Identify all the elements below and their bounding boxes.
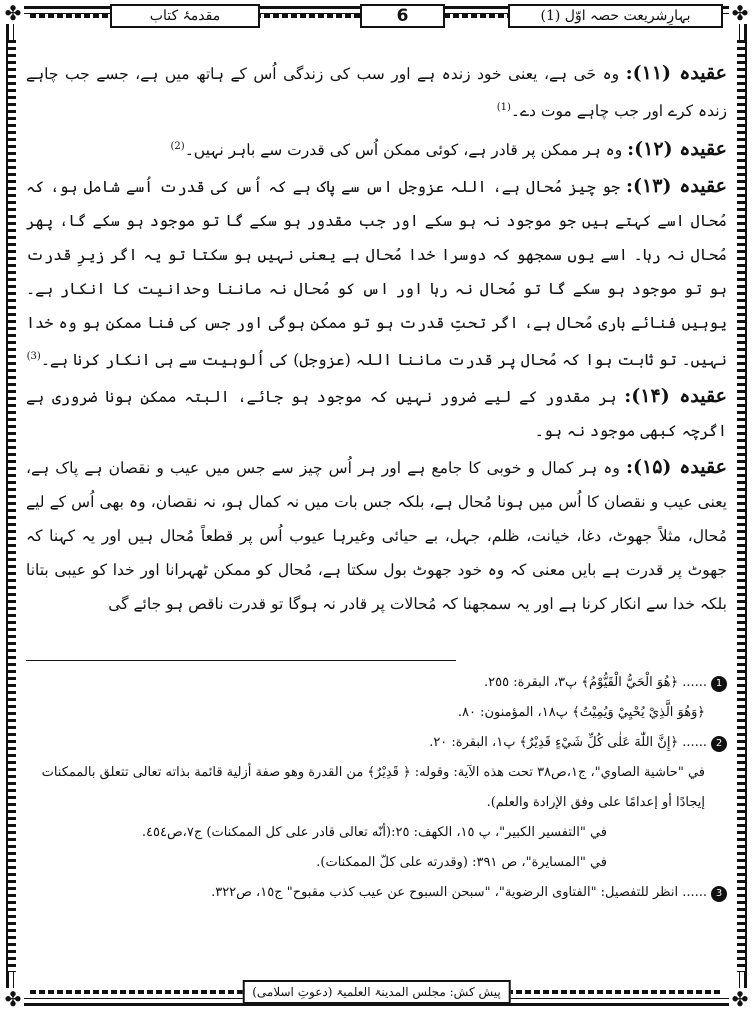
- aqeedah-paragraph: [26, 169, 727, 377]
- footnote: [26, 728, 727, 758]
- footnote-text: ...... ﴿إِنَّ اللّٰهَ عَلٰى كُلِّ شَيْءٍ قَدِيْرٌ﴾ پ١، البقرة: ٢٠.: [429, 735, 707, 750]
- footnote-reference[interactable]: (2): [170, 141, 185, 153]
- corner-ornament-icon: ✤: [2, 2, 24, 24]
- page-number: 6: [360, 4, 445, 28]
- footnote-reference[interactable]: (1): [496, 102, 511, 113]
- right-border-ornament: [737, 40, 745, 972]
- footnote-text: في "حاشية الصاوي"، ج١،ص٣٨ تحت هذه الآية: وقوله: ﴿ قَدِيْرٌ﴾ من القدرة وهو صفة أزلية قائمة بذاته تعالى تتعلق بالممكنات إيجادًا أو إعدامًا على وفق الإرادة والعلم).: [41, 765, 705, 810]
- footnote: [26, 818, 727, 848]
- corner-ornament-icon: ✤: [729, 988, 751, 1010]
- footnote: [26, 668, 727, 698]
- footnote-text: في "التفسير الكبير"، پ ١٥، الكهف: ٢٥:(أنّه تعالى قادر على كل الممكنات) ج٧،ص٤٥٤.: [141, 825, 607, 840]
- corner-ornament-icon: ✤: [729, 2, 751, 24]
- footnote-number: 1: [711, 676, 727, 692]
- left-border-ornament: [8, 40, 16, 972]
- aqeedah-text: ہر مقدور کے لیے ضرور نہیں کہ موجود ہو جائے، البتہ ممکن ہونا ضروری ہے اگرچہ کبھی موجود نہ ہو۔: [26, 388, 727, 441]
- aqeedah-text: وہ ہر ممکن پر قادر ہے، کوئی ممکن اُس کی قدرت سے باہر نہیں۔: [184, 141, 628, 160]
- aqeedah-text: وہ حَی ہے، یعنی خود زندہ ہے اور سب کی زندگی اُس کے ہاتھ میں ہے، جسے جب چاہے زندہ کرے اور جب چاہے موت دے۔: [26, 65, 727, 121]
- aqeedah-paragraph: [26, 130, 727, 167]
- footnote: [26, 698, 727, 728]
- main-text: [26, 56, 727, 623]
- footnote: [26, 758, 727, 818]
- aqeedah-text: جو چیز مُحال ہے، اللہ عزوجل اس سے پاک ہے کہ اُس کی قدرت اُسے شامل ہو، کہ مُحال اسے کہتے ہیں جو موجود نہ ہو سکے اور جب مقدور ہو سکے گا تو موجود ہو سکے گا، پھر مُحال نہ رہا۔ اسے یوں سمجھو کہ دوسرا خدا مُحال ہے یعنی نہیں ہو سکتا تو یہ اگر زیرِ قدرت ہو تو موجود ہو سکے گا تو مُحال نہ رہا اور اس کو مُحال نہ ماننا وحدانیت کا انکار ہے۔ یوہیں فنائے باری مُحال ہے، اگر تحتِ قدرت ہو تو ممکن ہوگی اور جس کی فنا ممکن ہو وہ خدا نہیں۔ تو ثابت ہوا کہ مُحال پر قدرت ماننا اللہ (عزوجل) کی اُلوہیت سے ہی انکار کرنا ہے۔: [26, 178, 727, 370]
- aqeedah-heading: عقیدہ (۱۵):: [625, 456, 727, 479]
- section-title: مقدمۂ کتاب: [110, 4, 260, 28]
- aqeedah-heading: عقیدہ (۱۴):: [624, 385, 727, 408]
- aqeedah-paragraph: [26, 450, 727, 621]
- footnote: [26, 848, 727, 878]
- aqeedah-heading: عقیدہ (۱۲):: [627, 138, 727, 161]
- page-footer: [30, 980, 723, 1006]
- publisher-credit: پیش کش: مجلس المدینۃ العلمیۃ (دعوتِ اسلامی): [242, 980, 511, 1004]
- footnote-text: ﴿وَهُوَ الَّذِيْ يُحْيِيْ وَيُمِيْتُ﴾ پ١٨، المؤمنون: ٨٠.: [457, 705, 705, 720]
- footnote-number: 2: [711, 736, 727, 752]
- page-header: [30, 4, 723, 30]
- footnote-divider: [26, 660, 456, 661]
- footnote-text: ...... انظر للتفصيل: "الفتاوى الرضوية"، "سبحن السبوح عن عيب كذب مقبوح" ج١٥، ص٣٢٢.: [211, 885, 707, 900]
- aqeedah-heading: عقیدہ (۱۳):: [626, 175, 727, 198]
- aqeedah-paragraph: [26, 379, 727, 448]
- footnote-text: في "المسايرة"، ص ٣٩١: (وقدرته على كلّ الممكنات).: [316, 855, 607, 870]
- book-title: بہارِشریعت حصہ اوّل (1): [508, 4, 723, 28]
- footnote-text: ...... ﴿هُوَ الْحَيُّ الْقَيُّوْمُ﴾ پ٣، البقرة: ٢٥٥.: [484, 675, 707, 690]
- aqeedah-paragraph: [26, 56, 727, 128]
- footnote-reference[interactable]: (3): [26, 351, 41, 363]
- footnote: [26, 878, 727, 908]
- corner-ornament-icon: ✤: [2, 988, 24, 1010]
- aqeedah-text: وہ ہر کمال و خوبی کا جامع ہے اور ہر اُس چیز سے جس میں عیب و نقصان ہے پاک ہے، یعنی عیب و نقصان کا اُس میں ہونا مُحال ہے، بلکہ جس بات میں نہ کمال ہو، نہ نقصان، وہ بھی اُس کے لیے مُحال، مثلاً جھوٹ، دغا، خیانت، ظلم، جہل، بے حیائی وغیرہا عیوب اُس پر قطعاً مُحال ہیں اور یہ کہنا کہ جھوٹ پر قدرت ہے بایں معنی کہ وہ خود جھوٹ بول سکتا ہے، مُحال کو ممکن ٹھہرانا اور خدا کو عیبی بتانا بلکہ خدا سے انکار کرنا ہے اور یہ سمجھنا کہ مُحالات پر قادر نہ ہوگا تو قدرت ناقص ہو جائے گی: [26, 459, 727, 614]
- footnote-number: 3: [711, 886, 727, 902]
- aqeedah-heading: عقیدہ (۱۱):: [625, 62, 727, 84]
- footnotes: [26, 668, 727, 908]
